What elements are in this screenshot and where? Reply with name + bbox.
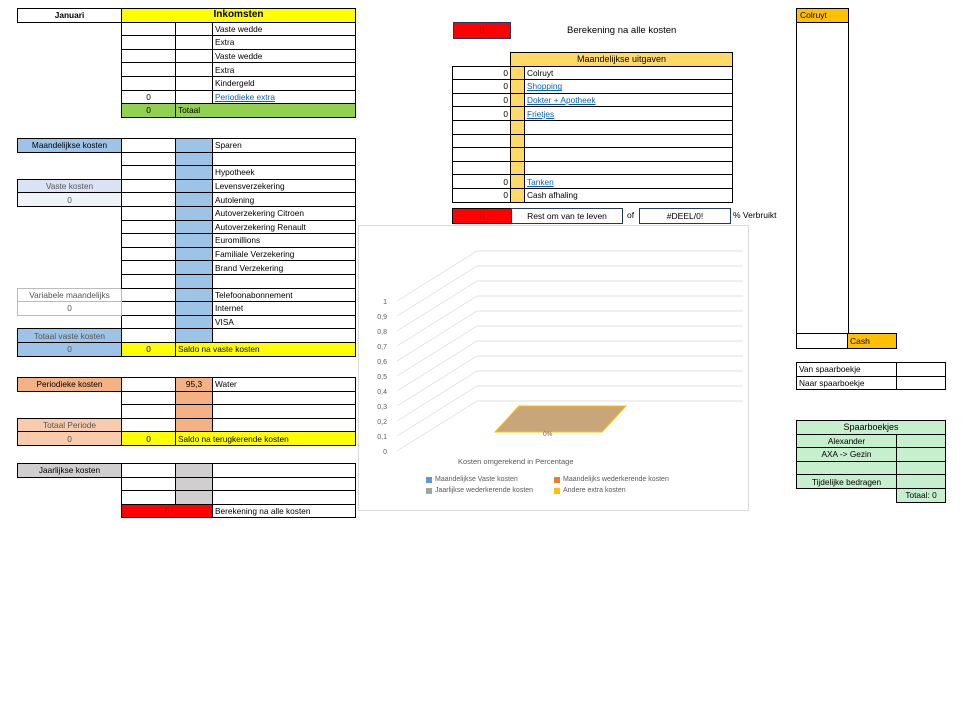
monthly-item-label[interactable]: Hypotheek xyxy=(213,166,356,180)
income-cell[interactable] xyxy=(176,36,213,50)
y-tick-label: 0,1 xyxy=(377,434,387,441)
monthly-row xyxy=(18,166,356,180)
periodic-first-label[interactable]: Water xyxy=(213,378,356,392)
income-label[interactable]: Extra xyxy=(213,63,356,77)
monthly-row xyxy=(18,261,356,275)
income-label-link[interactable]: Periodieke extra xyxy=(215,91,275,102)
income-cell[interactable] xyxy=(176,76,213,90)
monthly-row xyxy=(18,179,356,193)
naar-label[interactable]: Naar spaarboekje xyxy=(797,376,897,390)
periodic-cell[interactable] xyxy=(176,405,213,419)
income-value[interactable] xyxy=(18,36,122,50)
monthly-amount[interactable] xyxy=(122,152,176,166)
legend-item xyxy=(426,487,554,494)
legend-label: Jaarlijkse wederkerende kosten xyxy=(435,487,534,494)
gridline-diagonal xyxy=(397,251,477,301)
income-row xyxy=(18,63,356,77)
periodic-costs-table xyxy=(17,377,356,446)
expense-label-link[interactable]: Dokter + Apotheek xyxy=(527,95,596,106)
middle-top-label: Berekening na alle kosten xyxy=(567,25,677,36)
y-tick-label: 0 xyxy=(383,449,387,456)
yearly-header[interactable]: Jaarlijkse kosten xyxy=(18,464,122,478)
chart-xlabel: Kosten omgerekend in Percentage xyxy=(458,457,574,466)
income-value[interactable] xyxy=(122,49,176,63)
chart-svg xyxy=(359,226,748,510)
yearly-final-label[interactable]: Berekening na alle kosten xyxy=(213,504,356,518)
spaar-name[interactable]: Tijdelijke bedragen xyxy=(797,475,897,489)
monthly-row xyxy=(18,206,356,220)
income-label[interactable]: Vaste wedde xyxy=(213,49,356,63)
expense-value[interactable]: 0 xyxy=(453,66,511,80)
yearly-cell[interactable] xyxy=(122,491,176,505)
income-value[interactable] xyxy=(18,76,122,90)
expense-value[interactable] xyxy=(453,161,511,175)
monthly-item-label[interactable]: Brand Verzekering xyxy=(213,261,356,275)
expense-label-link[interactable]: Frietjes xyxy=(527,108,555,119)
cost-chart[interactable] xyxy=(358,225,749,511)
expense-label[interactable] xyxy=(525,148,733,162)
monthly-blue-cell[interactable] xyxy=(176,329,213,343)
monthly-amount[interactable] xyxy=(122,288,176,302)
income-value[interactable]: 0 xyxy=(122,90,176,104)
income-cell[interactable] xyxy=(176,90,213,104)
periodic-cell[interactable] xyxy=(122,405,176,419)
van-label[interactable]: Van spaarboekje xyxy=(797,363,897,377)
of-label: of xyxy=(627,210,635,220)
expense-row xyxy=(453,175,733,189)
expense-label[interactable] xyxy=(525,80,733,94)
expense-label[interactable] xyxy=(525,107,733,121)
periodic-header[interactable]: Periodieke kosten xyxy=(18,378,122,392)
monthly-blue-cell[interactable] xyxy=(176,139,213,153)
spaar-total-label: Totaal: xyxy=(905,490,930,501)
monthly-blue-cell[interactable] xyxy=(176,206,213,220)
periodic-cell[interactable] xyxy=(213,418,356,432)
month-cell[interactable]: Januari xyxy=(18,9,122,23)
cash-label[interactable]: Cash xyxy=(847,333,897,349)
naar-value[interactable] xyxy=(897,376,946,390)
monthly-blue-cell[interactable] xyxy=(176,193,213,207)
yearly-cell[interactable] xyxy=(176,464,213,478)
yearly-cell[interactable] xyxy=(213,477,356,491)
expense-label[interactable] xyxy=(525,175,733,189)
total-fixed-label[interactable]: Totaal vaste kosten xyxy=(18,329,122,343)
income-label[interactable]: Extra xyxy=(213,36,356,50)
total-fixed-value[interactable]: 0 xyxy=(18,342,122,356)
monthly-row xyxy=(18,302,356,316)
spaar-amount[interactable] xyxy=(897,434,946,448)
expense-row xyxy=(453,120,733,134)
expense-label[interactable] xyxy=(525,93,733,107)
spaar-row xyxy=(797,475,946,489)
monthly-item-label[interactable]: Sparen xyxy=(213,139,356,153)
income-label[interactable]: Kindergeld xyxy=(213,76,356,90)
monthly-amount[interactable] xyxy=(122,329,176,343)
blank-cell xyxy=(18,234,122,248)
monthly-amount[interactable] xyxy=(122,193,176,207)
expense-value[interactable] xyxy=(453,148,511,162)
blank-cell xyxy=(18,274,122,288)
expense-label[interactable] xyxy=(525,120,733,134)
y-tick-label: 0,8 xyxy=(377,329,387,336)
income-row xyxy=(18,49,356,63)
monthly-amount[interactable] xyxy=(122,179,176,193)
spaar-row xyxy=(797,434,946,448)
periodic-cell[interactable] xyxy=(176,418,213,432)
monthly-amount[interactable] xyxy=(122,302,176,316)
y-tick-label: 0,6 xyxy=(377,359,387,366)
income-value[interactable] xyxy=(18,63,122,77)
legend-swatch xyxy=(554,477,560,483)
expense-value[interactable] xyxy=(453,134,511,148)
income-cell[interactable] xyxy=(176,49,213,63)
monthly-row xyxy=(18,247,356,261)
variable-costs-label[interactable]: Variabele maandelijks xyxy=(18,288,122,302)
expense-value[interactable]: 0 xyxy=(453,107,511,121)
monthly-blue-cell[interactable] xyxy=(176,179,213,193)
variable-costs-value[interactable]: 0 xyxy=(18,302,122,316)
y-tick-label: 0,9 xyxy=(377,314,387,321)
periodic-first-amount[interactable]: 95,3 xyxy=(176,378,213,392)
legend-item xyxy=(554,476,714,483)
legend-item xyxy=(554,487,714,494)
colruyt-column[interactable] xyxy=(796,22,849,334)
expense-label-link[interactable]: Shopping xyxy=(527,81,563,92)
expense-marker[interactable] xyxy=(511,161,525,175)
spaarboekjes-table xyxy=(796,420,946,503)
income-value[interactable] xyxy=(18,90,122,104)
monthly-blue-cell[interactable] xyxy=(176,166,213,180)
monthly-amount[interactable] xyxy=(122,274,176,288)
periodic-cell[interactable] xyxy=(122,418,176,432)
monthly-row xyxy=(18,193,356,207)
savings-transfer-table xyxy=(796,362,946,390)
blank-cell xyxy=(18,166,122,180)
income-value[interactable] xyxy=(18,49,122,63)
yearly-cell[interactable] xyxy=(176,477,213,491)
expense-marker[interactable] xyxy=(511,93,525,107)
income-label[interactable] xyxy=(213,90,356,104)
expense-marker[interactable] xyxy=(511,148,525,162)
monthly-row xyxy=(18,329,356,343)
rest-label[interactable]: Rest om van te leven xyxy=(511,208,623,224)
middle-top-value[interactable]: 0 xyxy=(453,22,511,39)
monthly-costs-table xyxy=(17,138,356,357)
monthly-row xyxy=(18,220,356,234)
legend-swatch xyxy=(554,488,560,494)
chart-legend xyxy=(426,476,726,494)
expense-row xyxy=(453,148,733,162)
monthly-item-label[interactable]: Internet xyxy=(213,302,356,316)
expense-row xyxy=(453,188,733,202)
spaar-total-value: 0 xyxy=(932,490,937,501)
monthly-header[interactable]: Maandelijkse kosten xyxy=(18,139,122,153)
van-value[interactable] xyxy=(897,363,946,377)
colruyt-header[interactable]: Colruyt xyxy=(796,8,849,23)
gridline-diagonal xyxy=(397,296,477,346)
y-tick-label: 0,4 xyxy=(377,389,387,396)
rest-value[interactable]: 0 xyxy=(452,208,512,224)
monthly-amount[interactable] xyxy=(122,261,176,275)
spaar-amount[interactable] xyxy=(897,448,946,462)
expense-row xyxy=(453,161,733,175)
gridline-diagonal xyxy=(397,401,477,451)
expense-marker[interactable] xyxy=(511,107,525,121)
expense-value[interactable]: 0 xyxy=(453,80,511,94)
income-value[interactable] xyxy=(18,22,122,36)
income-cell[interactable] xyxy=(176,63,213,77)
legend-label: Maandelijkse Vaste kosten xyxy=(435,476,518,483)
yearly-cell[interactable] xyxy=(213,464,356,478)
income-value[interactable] xyxy=(122,22,176,36)
monthly-blue-cell[interactable] xyxy=(176,234,213,248)
y-tick-label: 0,3 xyxy=(377,404,387,411)
expense-marker[interactable] xyxy=(511,175,525,189)
expense-marker[interactable] xyxy=(511,188,525,202)
expense-marker[interactable] xyxy=(511,120,525,134)
spaar-amount[interactable] xyxy=(897,475,946,489)
periodic-total-value[interactable]: 0 xyxy=(18,432,122,446)
spaar-name[interactable]: Alexander xyxy=(797,434,897,448)
income-label[interactable]: Vaste wedde xyxy=(213,22,356,36)
monthly-blue-cell[interactable] xyxy=(176,152,213,166)
bar-andere-extra-kosten xyxy=(495,406,626,432)
expense-value[interactable]: 0 xyxy=(453,93,511,107)
blank-cell xyxy=(18,152,122,166)
expense-value[interactable]: 0 xyxy=(453,175,511,189)
fixed-costs-label[interactable]: Vaste kosten xyxy=(18,179,122,193)
monthly-blue-cell[interactable] xyxy=(176,274,213,288)
gridline-diagonal xyxy=(397,311,477,361)
blank-cell xyxy=(18,206,122,220)
monthly-row xyxy=(18,152,356,166)
yearly-cell[interactable] xyxy=(176,491,213,505)
expense-marker[interactable] xyxy=(511,66,525,80)
expense-label[interactable]: Colruyt xyxy=(525,66,733,80)
spaar-total[interactable] xyxy=(897,488,946,502)
income-row xyxy=(18,90,356,104)
income-cell[interactable] xyxy=(176,22,213,36)
data-label: 0% xyxy=(543,431,553,438)
expense-row xyxy=(453,93,733,107)
gridline-diagonal xyxy=(397,356,477,406)
gridline-diagonal xyxy=(397,341,477,391)
spaar-row xyxy=(797,448,946,462)
monthly-item-label[interactable]: VISA xyxy=(213,315,356,329)
blank-cell xyxy=(18,220,122,234)
monthly-amount[interactable] xyxy=(122,206,176,220)
yearly-cell[interactable] xyxy=(213,491,356,505)
income-value[interactable] xyxy=(122,63,176,77)
legend-item xyxy=(426,476,554,483)
monthly-item-label[interactable]: Levensverzekering xyxy=(213,179,356,193)
y-tick-label: 0,5 xyxy=(377,374,387,381)
spaar-name[interactable] xyxy=(797,461,897,475)
spaar-amount[interactable] xyxy=(897,461,946,475)
income-table xyxy=(17,8,356,118)
monthly-row xyxy=(18,315,356,329)
monthly-blue-cell[interactable] xyxy=(176,302,213,316)
periodic-saldo-value[interactable]: 0 xyxy=(122,432,176,446)
income-row xyxy=(18,36,356,50)
percent-label: % Verbruikt xyxy=(733,210,777,220)
expense-row xyxy=(453,107,733,121)
monthly-row xyxy=(18,234,356,248)
expenses-table xyxy=(452,52,733,203)
monthly-item-label[interactable] xyxy=(213,274,356,288)
spaar-header[interactable]: Spaarboekjes xyxy=(797,421,946,435)
expense-marker[interactable] xyxy=(511,134,525,148)
legend-swatch xyxy=(426,488,432,494)
monthly-item-label[interactable] xyxy=(213,329,356,343)
expense-label-link[interactable]: Tanken xyxy=(527,176,554,187)
expense-row xyxy=(453,66,733,80)
cash-blank-cell[interactable] xyxy=(796,333,849,349)
monthly-item-label[interactable]: Autolening xyxy=(213,193,356,207)
expense-marker[interactable] xyxy=(511,80,525,94)
periodic-total-label[interactable]: Totaal Periode xyxy=(18,418,122,432)
income-header[interactable]: Inkomsten xyxy=(122,9,356,23)
gridline-diagonal xyxy=(397,326,477,376)
income-value[interactable] xyxy=(122,36,176,50)
legend-label: Andere extra kosten xyxy=(563,487,626,494)
monthly-blue-cell[interactable] xyxy=(176,315,213,329)
expense-row xyxy=(453,134,733,148)
monthly-saldo-value[interactable]: 0 xyxy=(122,342,176,356)
legend-label: Maandelijks wederkerende kosten xyxy=(563,476,669,483)
monthly-row xyxy=(18,274,356,288)
periodic-cell[interactable] xyxy=(213,391,356,405)
monthly-amount[interactable] xyxy=(122,315,176,329)
expense-value[interactable]: 0 xyxy=(453,188,511,202)
y-tick-label: 0,7 xyxy=(377,344,387,351)
monthly-blue-cell[interactable] xyxy=(176,220,213,234)
fixed-costs-value[interactable]: 0 xyxy=(18,193,122,207)
monthly-item-label[interactable]: Telefoonabonnement xyxy=(213,288,356,302)
monthly-item-label[interactable]: Autoverzekering Citroen xyxy=(213,206,356,220)
monthly-amount[interactable] xyxy=(122,247,176,261)
monthly-item-label[interactable]: Familiale Verzekering xyxy=(213,247,356,261)
monthly-item-label[interactable] xyxy=(213,152,356,166)
expenses-header[interactable]: Maandelijkse uitgaven xyxy=(511,53,733,67)
monthly-amount[interactable] xyxy=(122,139,176,153)
expense-label[interactable] xyxy=(525,161,733,175)
y-tick-label: 1 xyxy=(383,299,387,306)
monthly-blue-cell[interactable] xyxy=(176,261,213,275)
yearly-cell[interactable] xyxy=(122,477,176,491)
monthly-saldo-label[interactable]: Saldo na vaste kosten xyxy=(176,342,356,356)
expense-value[interactable] xyxy=(453,120,511,134)
spaar-name[interactable]: AXA -> Gezin xyxy=(797,448,897,462)
spaar-row xyxy=(797,461,946,475)
periodic-saldo-label[interactable]: Saldo na terugkerende kosten xyxy=(176,432,356,446)
yearly-cell[interactable] xyxy=(122,464,176,478)
monthly-blue-cell[interactable] xyxy=(176,288,213,302)
monthly-item-label[interactable]: Euromillions xyxy=(213,234,356,248)
yearly-final-value[interactable]: 0 xyxy=(122,504,213,518)
gridline-diagonal xyxy=(397,386,477,436)
periodic-cell[interactable] xyxy=(213,405,356,419)
monthly-blue-cell[interactable] xyxy=(176,247,213,261)
monthly-item-label[interactable]: Autoverzekering Renault xyxy=(213,220,356,234)
blank-cell xyxy=(18,261,122,275)
monthly-amount[interactable] xyxy=(122,220,176,234)
income-value[interactable] xyxy=(122,76,176,90)
income-row xyxy=(18,76,356,90)
monthly-amount[interactable] xyxy=(122,234,176,248)
income-row xyxy=(18,22,356,36)
gridline-diagonal xyxy=(397,266,477,316)
y-tick-label: 0,2 xyxy=(377,419,387,426)
expense-row xyxy=(453,80,733,94)
monthly-amount[interactable] xyxy=(122,166,176,180)
monthly-row xyxy=(18,288,356,302)
yearly-costs-table xyxy=(17,463,356,518)
gridline-diagonal xyxy=(397,371,477,421)
blank-cell xyxy=(18,247,122,261)
expense-label[interactable] xyxy=(525,134,733,148)
periodic-cell[interactable] xyxy=(122,391,176,405)
income-total-value[interactable]: 0 xyxy=(122,104,176,118)
monthly-row xyxy=(18,139,356,153)
income-total-label[interactable]: Totaal xyxy=(176,104,356,118)
legend-swatch xyxy=(426,477,432,483)
error-value[interactable]: #DEEL/0! xyxy=(639,208,731,224)
gridline-diagonal xyxy=(397,281,477,331)
periodic-cell[interactable] xyxy=(176,391,213,405)
blank-cell xyxy=(18,315,122,329)
expense-label[interactable]: Cash afhaling xyxy=(525,188,733,202)
periodic-cell[interactable] xyxy=(122,378,176,392)
